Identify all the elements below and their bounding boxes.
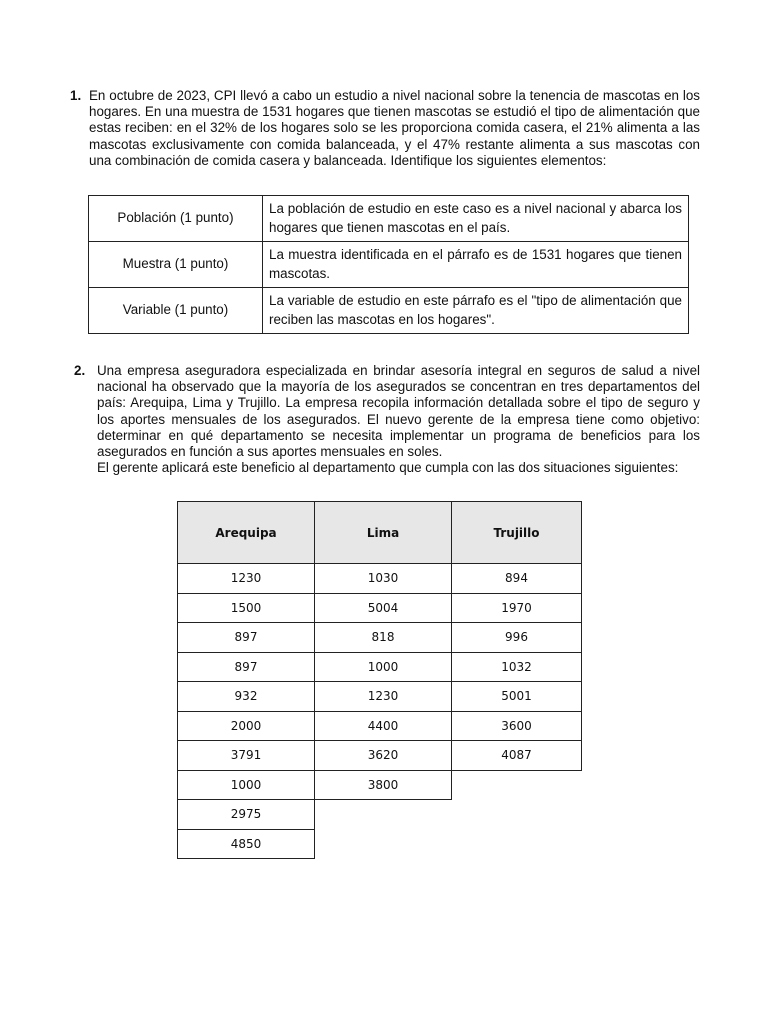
table-cell: 3800 [314, 770, 452, 801]
column-trujillo [451, 501, 582, 771]
elements-table [88, 195, 689, 334]
row-answer: La variable de estudio en este párrafo es el "tipo de alimentación que reciben las mascotas en los hogares". [263, 288, 689, 334]
column-lima [314, 501, 452, 800]
question-2 [74, 363, 700, 476]
table-cell: 1230 [177, 563, 315, 594]
table-cell: 1500 [177, 593, 315, 624]
paragraph: Una empresa aseguradora especializada en brindar asesoría integral en seguros de salud a nivel nacional ha observado que la mayoría de los asegurados se concentran en tres departamentos del país: Arequipa, Lima y Trujillo. La empresa recopila información detallada sobre el tipo de seguro y los aportes mensuales de los asegurados. El nuevo gerente de la empresa tiene como objetivo: determinar en qué departamento se necesita implementar un programa de beneficios para los asegurados en función a sus aportes mensuales en soles. [97, 363, 700, 460]
table-cell: 4087 [451, 740, 582, 771]
table-cell: 1030 [314, 563, 452, 594]
table-cell: 4850 [177, 829, 315, 860]
table-cell: 1032 [451, 652, 582, 683]
paragraph: El gerente aplicará este beneficio al departamento que cumpla con las dos situaciones siguientes: [97, 460, 679, 476]
question-number: 2. [74, 363, 86, 378]
table-cell: 897 [177, 652, 315, 683]
row-answer: La muestra identificada en el párrafo es de 1531 hogares que tienen mascotas. [263, 242, 689, 288]
column-header: Trujillo [451, 501, 582, 564]
row-label: Variable (1 punto) [89, 288, 263, 334]
row-label: Población (1 punto) [89, 196, 263, 242]
column-arequipa [177, 501, 315, 859]
table-row [89, 288, 689, 334]
table-cell: 3600 [451, 711, 582, 742]
table-cell: 1000 [314, 652, 452, 683]
table-cell: 5004 [314, 593, 452, 624]
table-cell: 3620 [314, 740, 452, 771]
table-cell: 1970 [451, 593, 582, 624]
table-cell: 932 [177, 681, 315, 712]
table-cell: 2000 [177, 711, 315, 742]
table-cell: 3791 [177, 740, 315, 771]
question-text [97, 363, 700, 476]
column-header: Lima [314, 501, 452, 564]
column-header: Arequipa [177, 501, 315, 564]
table-row [89, 196, 689, 242]
table-cell: 5001 [451, 681, 582, 712]
row-label: Muestra (1 punto) [89, 242, 263, 288]
question-number: 1. [70, 88, 82, 103]
table-cell: 2975 [177, 799, 315, 830]
question-text: En octubre de 2023, CPI llevó a cabo un estudio a nivel nacional sobre la tenencia de mascotas en los hogares. En una muestra de 1531 hogares que tienen mascotas se estudió el tipo de alimentación que estas reciben: en el 32% de los hogares solo se les proporciona comida casera, el 21% alimenta a las mascotas exclusivamente con comida balanceada, y el 47% restante alimenta a sus mascotas con una combinación de comida casera y balanceada. Identifique los siguientes elementos: [89, 88, 700, 168]
table-cell: 1000 [177, 770, 315, 801]
table-row [89, 242, 689, 288]
table-cell: 1230 [314, 681, 452, 712]
table-cell: 818 [314, 622, 452, 653]
table-cell: 4400 [314, 711, 452, 742]
table-cell: 897 [177, 622, 315, 653]
question-1 [70, 88, 700, 169]
table-cell: 996 [451, 622, 582, 653]
table-cell: 894 [451, 563, 582, 594]
row-answer: La población de estudio en este caso es a nivel nacional y abarca los hogares que tienen mascotas en el país. [263, 196, 689, 242]
